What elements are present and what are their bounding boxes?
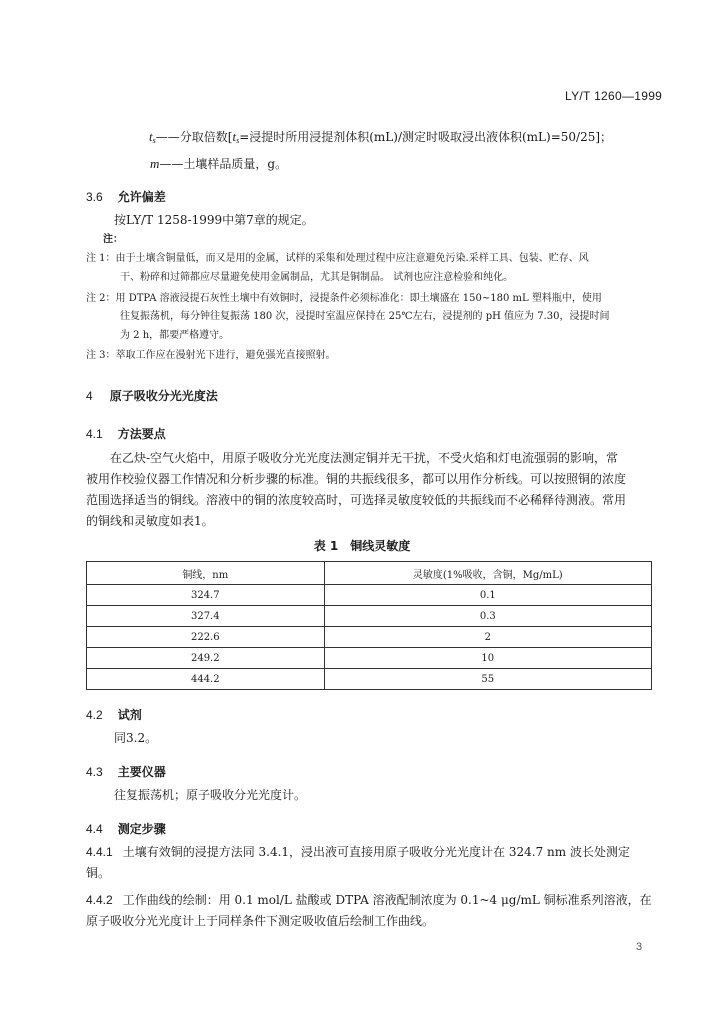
section-3-6-heading: 3.6 允许偏差	[86, 190, 166, 204]
table-1-caption: 表 1 铜线灵敏度	[313, 539, 411, 553]
note-2-line-3: 为 2 h，都要严格遵守。	[120, 330, 230, 341]
cell-wavelength: 324.7	[87, 585, 325, 606]
section-4-3-heading: 4.3 主要仪器	[86, 765, 166, 779]
page-number: 3	[636, 941, 643, 953]
section-4-4-heading: 4.4 测定步骤	[86, 822, 166, 836]
formula-def-m	[150, 155, 287, 173]
m-desc: ——土壤样品质量，g。	[159, 157, 288, 171]
cell-sensitivity: 2	[324, 627, 651, 648]
section-3-6-body: 按LY/T 1258-1999中第7章的规定。	[114, 213, 314, 227]
ts-desc-rest: =浸提时所用浸提剂体积(mL)/测定时吸取浸出液体积(mL)=50/25]；	[239, 130, 613, 144]
table-row	[87, 648, 652, 669]
m-symbol: m	[150, 156, 160, 171]
cell-sensitivity: 55	[324, 669, 651, 690]
table-row	[87, 585, 652, 606]
cell-sensitivity: 0.3	[324, 606, 651, 627]
col-header-sensitivity: 灵敏度(1%吸收，含铜，Mg/mL)	[324, 562, 651, 585]
notes-label: 注：	[103, 234, 123, 245]
note-2-line-1: 注 2：用 DTPA 溶液浸提石灰性土壤中有效铜时，浸提条件必须标准化：即土壤盛在 150~180 mL 塑料瓶中，使用	[86, 293, 602, 304]
table-1	[86, 561, 652, 690]
note-1-line-1: 注 1：由于土壤含铜量低，而又是用的金属，试样的采集和处理过程中应注意避免污染.采样工具、包装、贮存、风	[86, 253, 589, 264]
cell-wavelength: 327.4	[87, 606, 325, 627]
note-1-line-2: 干、粉碎和过筛都应尽量避免使用金属制品，尤其是铜制品。 试剂也应注意检验和纯化。	[120, 272, 514, 283]
note-3: 注 3：萃取工作应在漫射光下进行，避免强光直接照射。	[86, 350, 336, 361]
ts-symbol-inline: $t_s$	[232, 129, 240, 145]
cell-wavelength: 222.6	[87, 627, 325, 648]
col-header-wavelength: 铜线，nm	[87, 562, 325, 585]
table-row	[87, 627, 652, 648]
cell-wavelength: 249.2	[87, 648, 325, 669]
cell-wavelength: 444.2	[87, 669, 325, 690]
cell-sensitivity: 0.1	[324, 585, 651, 606]
section-4-4-1: 4.4.1 土壤有效铜的浸提方法同 3.4.1，浸出液可直接用原子吸收分光光度计在 324.7 nm 波长处测定 铜。	[86, 845, 630, 880]
section-4-1-paragraph: 在乙炔-空气火焰中，用原子吸收分光光度法测定铜并无干扰，不受火焰和灯电流强弱的影响，常 被用作校验仪器工作情况和分析步骤的标准。铜的共振线很多，都可以用作分析线。可以按照铜的浓度 范围选择适当的铜线。溶液中的铜的浓度较高时，可选择灵敏度较低的共振线而不必稀释待测液。常用 的铜线和灵敏度如表1。	[86, 451, 627, 528]
section-4-2-body: 同3.2。	[114, 731, 158, 745]
section-4-4-2: 4.4.2 工作曲线的绘制：用 0.1 mol/L 盐酸或 DTPA 溶液配制浓度为 0.1~4 μg/mL 铜标准系列溶液，在 原子吸收分光光度计上于同样条件下测定吸收值后绘制工作曲线。	[86, 893, 652, 928]
table-row	[87, 669, 652, 690]
section-4-1-heading: 4.1 方法要点	[86, 427, 166, 441]
formula-def-ts	[149, 128, 612, 150]
cell-sensitivity: 10	[324, 648, 651, 669]
ts-symbol: $t_s$	[149, 129, 156, 145]
note-2-line-2: 往复振荡机，每分钟往复振荡 180 次，浸提时室温应保持在 25℃左右，浸提剂的 pH 值应为 7.30，浸提时间	[120, 311, 610, 322]
section-4-2-heading: 4.2 试剂	[86, 708, 142, 722]
standard-code-header: LY/T 1260—1999	[565, 89, 663, 103]
section-4-3-body: 往复振荡机；原子吸收分光光度计。	[114, 788, 307, 802]
table-header-row	[87, 562, 652, 585]
ts-desc-prefix: ——分取倍数[	[155, 130, 233, 144]
table-row	[87, 606, 652, 627]
section-4-heading: 4 原子吸收分光光度法	[86, 389, 218, 403]
